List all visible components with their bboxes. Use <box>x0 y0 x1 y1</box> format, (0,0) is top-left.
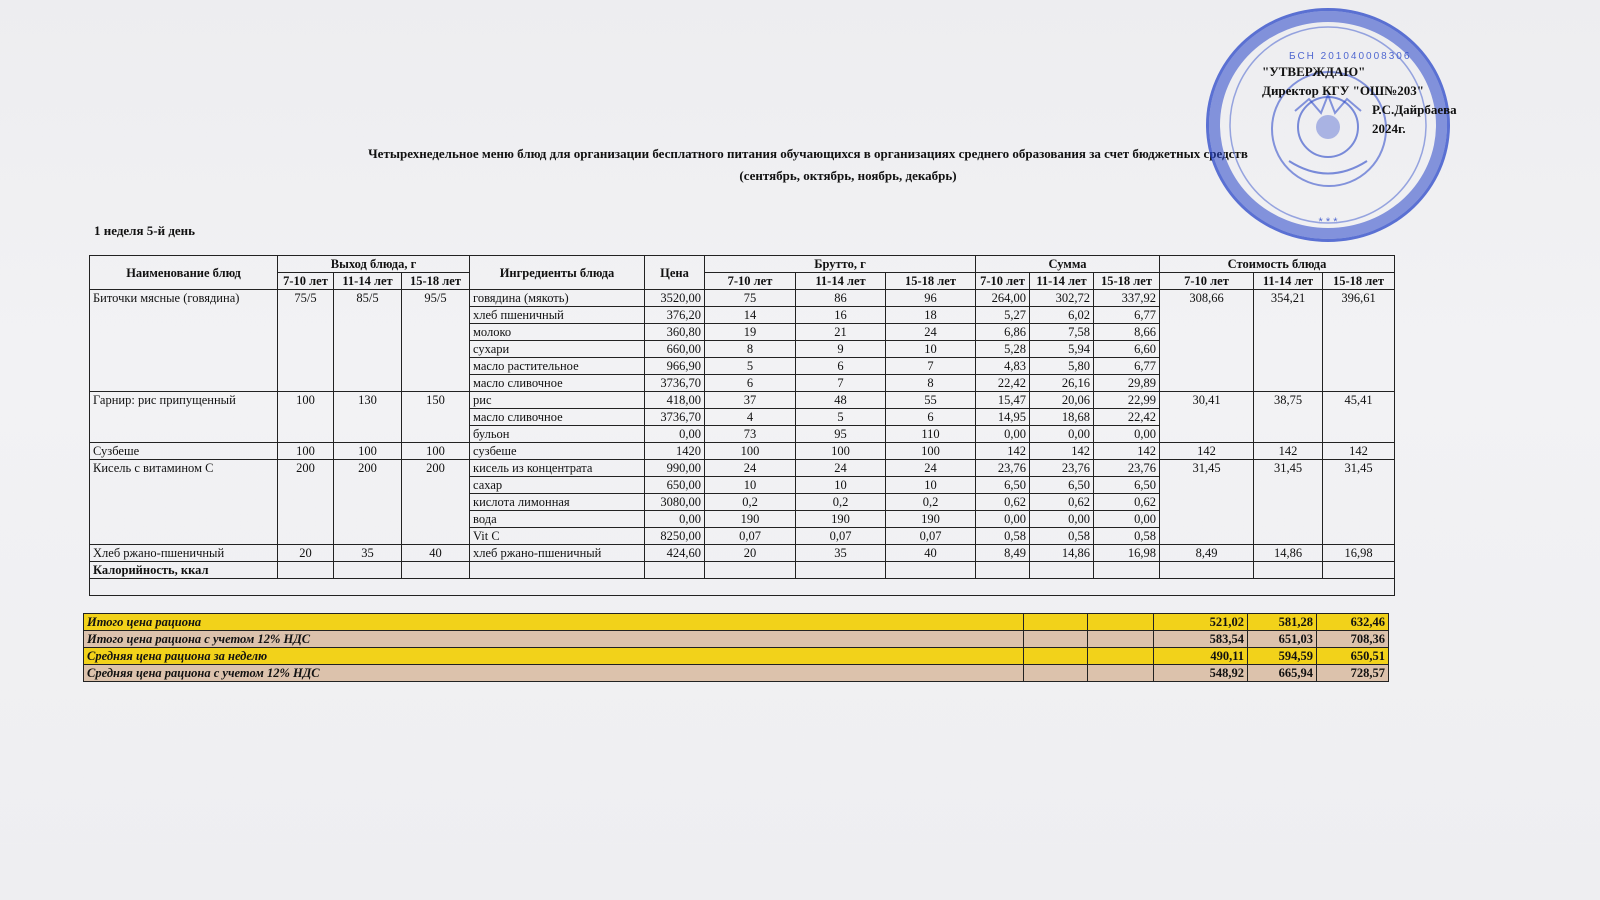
ingredient-sum: 6,77 <box>1094 307 1160 324</box>
totals-label: Итого цена рациона с учетом 12% НДС <box>84 631 1024 648</box>
ingredient-brutto: 24 <box>705 460 796 477</box>
ingredient-brutto: 100 <box>705 443 796 460</box>
dish-output: 100 <box>278 443 334 460</box>
ingredient-sum: 22,42 <box>976 375 1030 392</box>
ingredient-sum: 22,99 <box>1094 392 1160 409</box>
dish-output: 100 <box>334 443 402 460</box>
ingredient-name: вода <box>470 511 645 528</box>
ingredient-brutto: 7 <box>796 375 886 392</box>
ingredient-price: 660,00 <box>645 341 705 358</box>
menu-table <box>89 255 1395 596</box>
ingredient-price: 1420 <box>645 443 705 460</box>
empty-cell <box>886 562 976 579</box>
header-age: 7-10 лет <box>1160 273 1254 290</box>
header-age: 7-10 лет <box>705 273 796 290</box>
ingredient-sum: 5,27 <box>976 307 1030 324</box>
ingredient-brutto: 24 <box>796 460 886 477</box>
ingredient-brutto: 6 <box>796 358 886 375</box>
totals-label: Итого цена рациона <box>84 614 1024 631</box>
ingredient-price: 376,20 <box>645 307 705 324</box>
dish-cost: 31,45 <box>1323 460 1395 545</box>
header-output: Выход блюда, г <box>278 256 470 273</box>
ingredient-sum: 337,92 <box>1094 290 1160 307</box>
header-sum: Сумма <box>976 256 1160 273</box>
blank-row <box>90 579 1395 596</box>
totals-value: 581,28 <box>1248 614 1317 631</box>
ingredient-brutto: 0,07 <box>796 528 886 545</box>
dish-output: 150 <box>402 392 470 443</box>
table-row <box>90 545 1395 562</box>
empty-cell <box>705 562 796 579</box>
totals-value: 728,57 <box>1317 665 1389 682</box>
ingredient-brutto: 10 <box>886 341 976 358</box>
ingredient-price: 3080,00 <box>645 494 705 511</box>
totals-value: 583,54 <box>1154 631 1248 648</box>
header-dish: Наименование блюд <box>90 256 278 290</box>
empty-cell <box>90 579 1395 596</box>
dish-cost: 8,49 <box>1160 545 1254 562</box>
totals-value: 548,92 <box>1154 665 1248 682</box>
ingredient-name: хлеб пшеничный <box>470 307 645 324</box>
ingredient-sum: 6,77 <box>1094 358 1160 375</box>
ingredient-sum: 6,86 <box>976 324 1030 341</box>
totals-value: 490,11 <box>1154 648 1248 665</box>
dish-cost: 31,45 <box>1254 460 1323 545</box>
ingredient-brutto: 8 <box>886 375 976 392</box>
svg-text:* * *: * * * <box>1318 216 1338 228</box>
ingredient-name: масло растительное <box>470 358 645 375</box>
header-age: 15-18 лет <box>886 273 976 290</box>
ingredient-brutto: 100 <box>796 443 886 460</box>
ingredient-name: говядина (мякоть) <box>470 290 645 307</box>
ingredient-sum: 142 <box>976 443 1030 460</box>
header-ingredients: Ингредиенты блюда <box>470 256 645 290</box>
ingredient-brutto: 190 <box>886 511 976 528</box>
ingredient-price: 424,60 <box>645 545 705 562</box>
empty-cell <box>1094 562 1160 579</box>
empty-cell <box>1323 562 1395 579</box>
ingredient-brutto: 10 <box>886 477 976 494</box>
ingredient-sum: 142 <box>1094 443 1160 460</box>
ingredient-name: кислота лимонная <box>470 494 645 511</box>
table-row <box>90 443 1395 460</box>
empty-cell <box>278 562 334 579</box>
ingredient-name: масло сливочное <box>470 409 645 426</box>
dish-cost: 142 <box>1160 443 1254 460</box>
day-label: 1 неделя 5-й день <box>94 223 196 238</box>
empty-cell <box>645 562 705 579</box>
dish-cost: 354,21 <box>1254 290 1323 392</box>
empty-cell <box>976 562 1030 579</box>
dish-name: Хлеб ржано-пшеничный <box>90 545 278 562</box>
totals-row <box>84 665 1389 682</box>
dish-cost: 16,98 <box>1323 545 1395 562</box>
ingredient-sum: 0,00 <box>976 511 1030 528</box>
header-price: Цена <box>645 256 705 290</box>
ingredient-brutto: 18 <box>886 307 976 324</box>
table-row <box>90 290 1395 307</box>
table-row <box>90 460 1395 477</box>
ingredient-brutto: 9 <box>796 341 886 358</box>
ingredient-brutto: 6 <box>705 375 796 392</box>
ingredient-sum: 0,62 <box>1030 494 1094 511</box>
ingredient-sum: 6,50 <box>976 477 1030 494</box>
empty-cell <box>1024 631 1088 648</box>
ingredient-sum: 23,76 <box>1094 460 1160 477</box>
totals-value: 594,59 <box>1248 648 1317 665</box>
empty-cell <box>1024 648 1088 665</box>
ingredient-sum: 5,80 <box>1030 358 1094 375</box>
header-age: 7-10 лет <box>976 273 1030 290</box>
ingredient-sum: 26,16 <box>1030 375 1094 392</box>
ingredient-sum: 264,00 <box>976 290 1030 307</box>
ingredient-sum: 0,00 <box>1094 426 1160 443</box>
ingredient-sum: 6,60 <box>1094 341 1160 358</box>
totals-row <box>84 614 1389 631</box>
dish-output: 200 <box>402 460 470 545</box>
header-age: 11-14 лет <box>334 273 402 290</box>
dish-output: 130 <box>334 392 402 443</box>
ingredient-brutto: 86 <box>796 290 886 307</box>
ingredient-sum: 6,50 <box>1030 477 1094 494</box>
ingredient-sum: 5,28 <box>976 341 1030 358</box>
ingredient-price: 650,00 <box>645 477 705 494</box>
ingredient-sum: 16,98 <box>1094 545 1160 562</box>
totals-row <box>84 631 1389 648</box>
ingredient-sum: 7,58 <box>1030 324 1094 341</box>
dish-cost: 38,75 <box>1254 392 1323 443</box>
ingredient-brutto: 21 <box>796 324 886 341</box>
totals-row <box>84 648 1389 665</box>
dish-cost: 14,86 <box>1254 545 1323 562</box>
ingredient-brutto: 37 <box>705 392 796 409</box>
ingredient-sum: 18,68 <box>1030 409 1094 426</box>
ingredient-brutto: 10 <box>796 477 886 494</box>
ingredient-sum: 0,58 <box>1094 528 1160 545</box>
ingredient-sum: 8,49 <box>976 545 1030 562</box>
empty-cell <box>1088 665 1154 682</box>
dish-output: 75/5 <box>278 290 334 392</box>
ingredient-sum: 0,58 <box>1030 528 1094 545</box>
ingredient-price: 8250,00 <box>645 528 705 545</box>
table-row <box>90 392 1395 409</box>
ingredient-sum: 22,42 <box>1094 409 1160 426</box>
ingredient-brutto: 5 <box>705 358 796 375</box>
header-brutto: Брутто, г <box>705 256 976 273</box>
approval-block <box>1262 62 1457 138</box>
totals-value: 650,51 <box>1317 648 1389 665</box>
ingredient-name: сахар <box>470 477 645 494</box>
ingredient-sum: 0,62 <box>976 494 1030 511</box>
ingredient-brutto: 35 <box>796 545 886 562</box>
ingredient-name: молоко <box>470 324 645 341</box>
ingredient-sum: 0,00 <box>976 426 1030 443</box>
ingredient-price: 3736,70 <box>645 375 705 392</box>
empty-cell <box>1030 562 1094 579</box>
ingredient-sum: 5,94 <box>1030 341 1094 358</box>
ingredient-sum: 0,00 <box>1094 511 1160 528</box>
calories-row <box>90 562 1395 579</box>
header-age: 15-18 лет <box>1094 273 1160 290</box>
dish-output: 20 <box>278 545 334 562</box>
dish-name: Кисель с витамином С <box>90 460 278 545</box>
empty-cell <box>1024 614 1088 631</box>
ingredient-sum: 0,58 <box>976 528 1030 545</box>
ingredient-brutto: 16 <box>796 307 886 324</box>
dish-cost: 142 <box>1323 443 1395 460</box>
ingredient-sum: 0,00 <box>1030 511 1094 528</box>
ingredient-brutto: 4 <box>705 409 796 426</box>
ingredient-brutto: 24 <box>886 324 976 341</box>
empty-cell <box>1024 665 1088 682</box>
ingredient-sum: 0,62 <box>1094 494 1160 511</box>
seal-bin: БСН 201040008306 <box>1289 51 1412 62</box>
ingredient-price: 0,00 <box>645 511 705 528</box>
dish-cost: 31,45 <box>1160 460 1254 545</box>
dish-name: Биточки мясные (говядина) <box>90 290 278 392</box>
totals-value: 665,94 <box>1248 665 1317 682</box>
empty-cell <box>334 562 402 579</box>
totals-label: Средняя цена рациона за неделю <box>84 648 1024 665</box>
ingredient-sum: 14,95 <box>976 409 1030 426</box>
ingredient-brutto: 110 <box>886 426 976 443</box>
dish-name: Сузбеше <box>90 443 278 460</box>
ingredient-brutto: 95 <box>796 426 886 443</box>
header-age: 11-14 лет <box>1254 273 1323 290</box>
ingredient-brutto: 48 <box>796 392 886 409</box>
empty-cell <box>796 562 886 579</box>
ingredient-name: хлеб ржано-пшеничный <box>470 545 645 562</box>
totals-value: 521,02 <box>1154 614 1248 631</box>
ingredient-brutto: 96 <box>886 290 976 307</box>
approval-signatory: Р.С.Дайрбаева <box>1372 102 1457 117</box>
dish-cost: 308,66 <box>1160 290 1254 392</box>
empty-cell <box>1088 648 1154 665</box>
empty-cell <box>1088 631 1154 648</box>
approval-title: "УТВЕРЖДАЮ" <box>1262 64 1366 79</box>
approval-position: Директор КГУ "ОШ№203" <box>1262 83 1424 98</box>
document-title: Четырехнедельное меню блюд для организации бесплатного питания обучающихся в организациях среднего образования за счет бюджетных средств <box>368 146 1248 161</box>
ingredient-brutto: 7 <box>886 358 976 375</box>
ingredient-sum: 0,00 <box>1030 426 1094 443</box>
ingredient-sum: 302,72 <box>1030 290 1094 307</box>
approval-year: 2024г. <box>1372 121 1406 136</box>
ingredient-name: бульон <box>470 426 645 443</box>
ingredient-brutto: 8 <box>705 341 796 358</box>
ingredient-sum: 23,76 <box>976 460 1030 477</box>
ingredient-price: 990,00 <box>645 460 705 477</box>
ingredient-brutto: 40 <box>886 545 976 562</box>
ingredient-name: кисель из концентрата <box>470 460 645 477</box>
header-age: 15-18 лет <box>402 273 470 290</box>
dish-output: 40 <box>402 545 470 562</box>
dish-output: 95/5 <box>402 290 470 392</box>
header-age: 7-10 лет <box>278 273 334 290</box>
dish-cost: 45,41 <box>1323 392 1395 443</box>
ingredient-sum: 8,66 <box>1094 324 1160 341</box>
ingredient-name: сухари <box>470 341 645 358</box>
ingredient-name: сузбеше <box>470 443 645 460</box>
ingredient-brutto: 100 <box>886 443 976 460</box>
empty-cell <box>470 562 645 579</box>
ingredient-sum: 142 <box>1030 443 1094 460</box>
dish-output: 35 <box>334 545 402 562</box>
ingredient-brutto: 19 <box>705 324 796 341</box>
ingredient-brutto: 20 <box>705 545 796 562</box>
dish-output: 85/5 <box>334 290 402 392</box>
dish-output: 200 <box>334 460 402 545</box>
totals-value: 632,46 <box>1317 614 1389 631</box>
empty-cell <box>1160 562 1254 579</box>
ingredient-sum: 14,86 <box>1030 545 1094 562</box>
totals-value: 708,36 <box>1317 631 1389 648</box>
totals-label: Средняя цена рациона с учетом 12% НДС <box>84 665 1024 682</box>
empty-cell <box>1254 562 1323 579</box>
ingredient-name: Vit C <box>470 528 645 545</box>
dish-cost: 142 <box>1254 443 1323 460</box>
ingredient-brutto: 24 <box>886 460 976 477</box>
ingredient-brutto: 73 <box>705 426 796 443</box>
header-age: 11-14 лет <box>1030 273 1094 290</box>
ingredient-sum: 6,50 <box>1094 477 1160 494</box>
ingredient-price: 3736,70 <box>645 409 705 426</box>
dish-cost: 30,41 <box>1160 392 1254 443</box>
ingredient-brutto: 0,07 <box>705 528 796 545</box>
dish-output: 100 <box>278 392 334 443</box>
ingredient-price: 966,90 <box>645 358 705 375</box>
ingredient-sum: 6,02 <box>1030 307 1094 324</box>
empty-cell <box>402 562 470 579</box>
totals-table <box>83 613 1389 682</box>
ingredient-brutto: 0,2 <box>886 494 976 511</box>
ingredient-name: масло сливочное <box>470 375 645 392</box>
totals-value: 651,03 <box>1248 631 1317 648</box>
ingredient-brutto: 75 <box>705 290 796 307</box>
ingredient-brutto: 0,07 <box>886 528 976 545</box>
dish-cost: 396,61 <box>1323 290 1395 392</box>
header-age: 11-14 лет <box>796 273 886 290</box>
header-age: 15-18 лет <box>1323 273 1395 290</box>
ingredient-brutto: 5 <box>796 409 886 426</box>
document-subtitle: (сентябрь, октябрь, ноябрь, декабрь) <box>739 168 957 183</box>
ingredient-brutto: 190 <box>705 511 796 528</box>
header-cost: Стоимость блюда <box>1160 256 1395 273</box>
ingredient-sum: 20,06 <box>1030 392 1094 409</box>
empty-cell <box>1088 614 1154 631</box>
calories-label: Калорийность, ккал <box>90 562 278 579</box>
ingredient-brutto: 0,2 <box>796 494 886 511</box>
ingredient-sum: 29,89 <box>1094 375 1160 392</box>
ingredient-brutto: 55 <box>886 392 976 409</box>
ingredient-sum: 15,47 <box>976 392 1030 409</box>
ingredient-price: 0,00 <box>645 426 705 443</box>
ingredient-price: 418,00 <box>645 392 705 409</box>
dish-name: Гарнир: рис припущенный <box>90 392 278 443</box>
ingredient-sum: 23,76 <box>1030 460 1094 477</box>
ingredient-name: рис <box>470 392 645 409</box>
ingredient-price: 3520,00 <box>645 290 705 307</box>
ingredient-brutto: 6 <box>886 409 976 426</box>
ingredient-brutto: 190 <box>796 511 886 528</box>
ingredient-price: 360,80 <box>645 324 705 341</box>
ingredient-sum: 4,83 <box>976 358 1030 375</box>
dish-output: 100 <box>402 443 470 460</box>
ingredient-brutto: 10 <box>705 477 796 494</box>
ingredient-brutto: 14 <box>705 307 796 324</box>
dish-output: 200 <box>278 460 334 545</box>
ingredient-brutto: 0,2 <box>705 494 796 511</box>
